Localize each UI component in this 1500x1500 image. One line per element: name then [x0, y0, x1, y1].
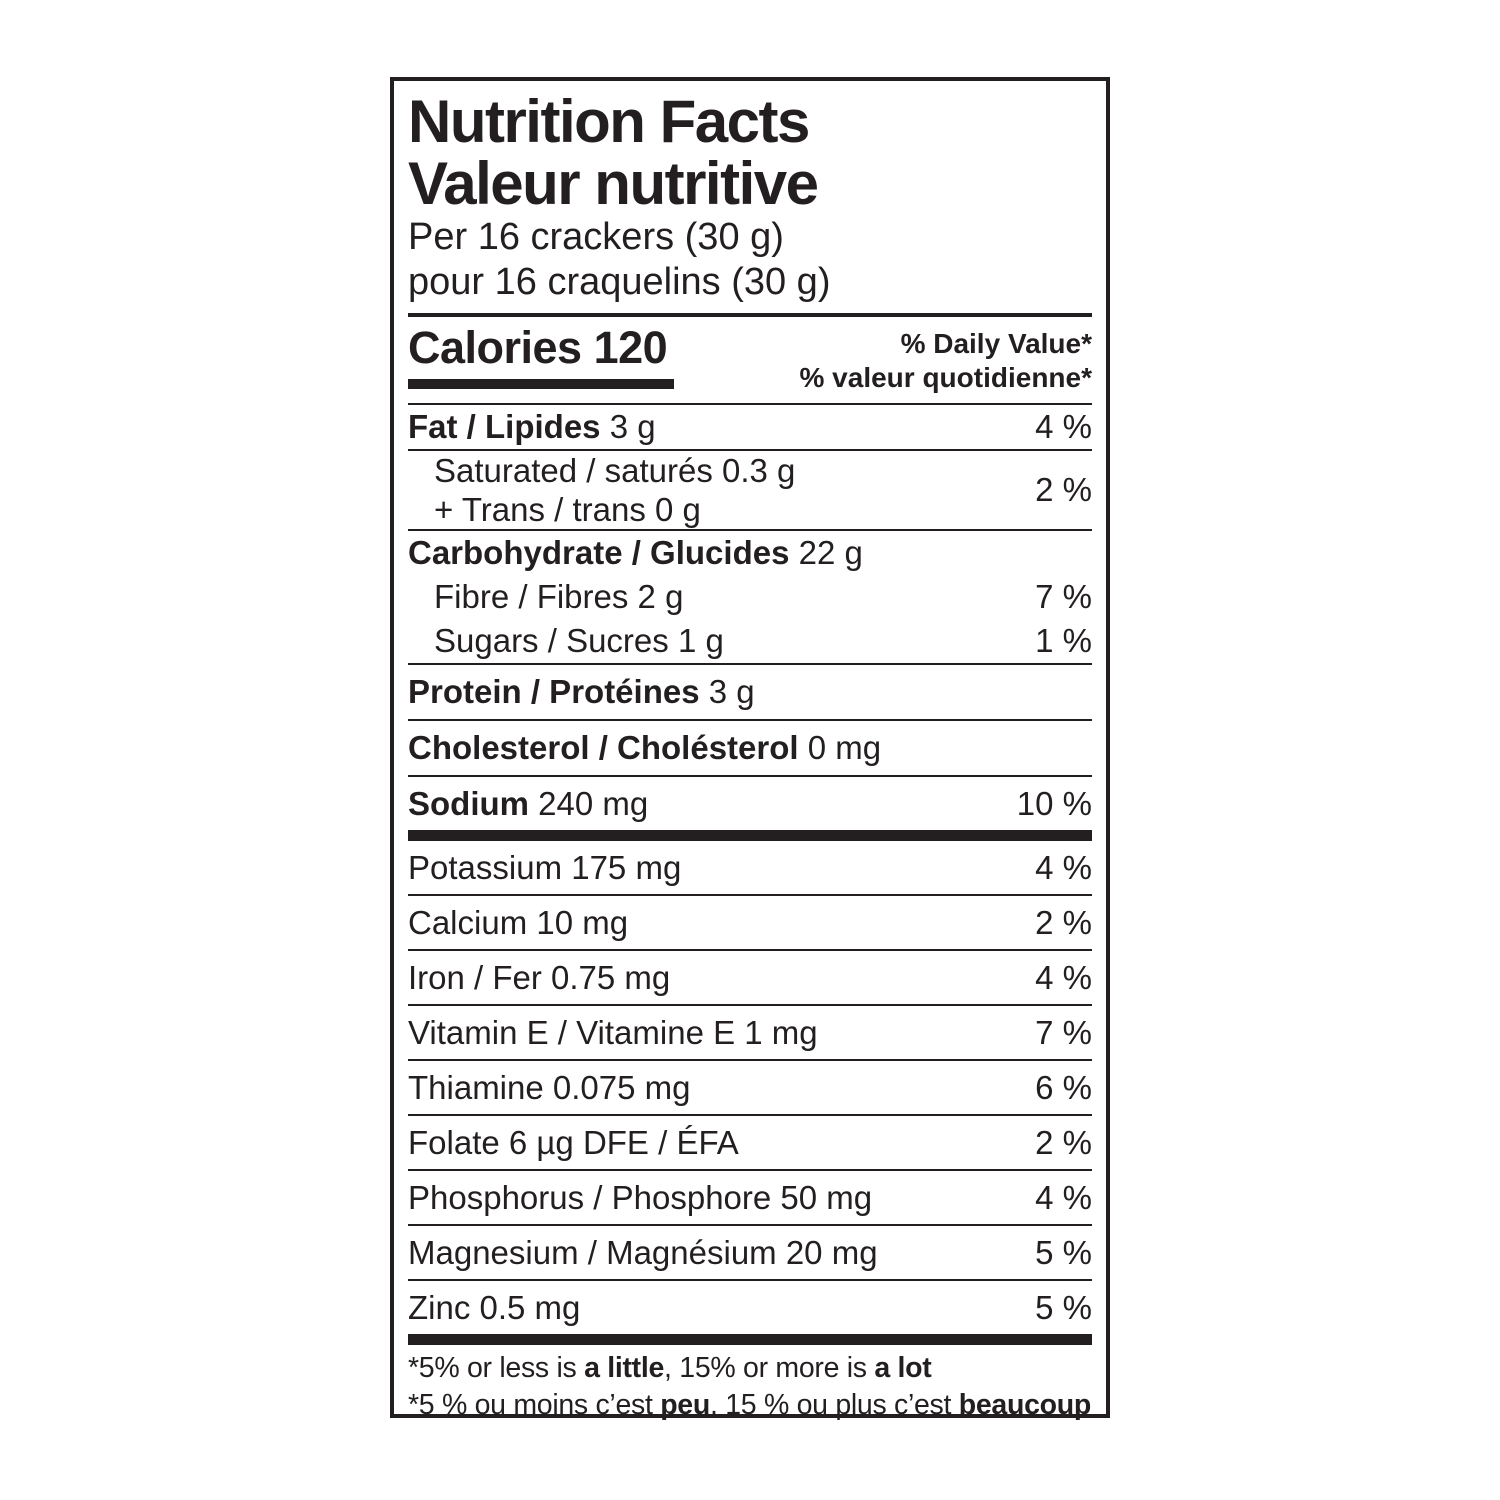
thick-separator-bar [408, 1334, 1092, 1345]
sugars-label: Sugars / Sucres 1 g [434, 622, 724, 659]
phosphorus-label: Phosphorus / Phosphore 50 mg [408, 1178, 873, 1216]
row-thiamine [408, 1061, 1092, 1114]
row-fat [408, 405, 1092, 449]
label-title-french: Valeur nutritive [408, 150, 818, 217]
saturated-fat-line: Saturated / saturés 0.3 g [434, 452, 796, 489]
calories-value: 120 [593, 322, 668, 373]
row-carbohydrate [408, 531, 1092, 575]
sodium-daily-value: 10 % [1016, 784, 1092, 822]
thiamine-label: Thiamine 0.075 mg [408, 1068, 691, 1106]
saturated-trans-label [408, 451, 795, 529]
calories-line [408, 322, 674, 373]
carbohydrate-label: Carbohydrate / Glucides 22 g [408, 534, 863, 571]
thick-separator-bar [408, 830, 1092, 841]
serving-size-english: Per 16 crackers (30 g) [408, 216, 784, 258]
calcium-label: Calcium 10 mg [408, 903, 629, 941]
zinc-daily-value: 5 % [1035, 1288, 1092, 1326]
phosphorus-daily-value: 4 % [1035, 1178, 1092, 1216]
calcium-daily-value: 2 % [1035, 903, 1092, 941]
label-title-english: Nutrition Facts [408, 88, 809, 155]
row-protein [408, 665, 1092, 719]
folate-daily-value: 2 % [1035, 1123, 1092, 1161]
footnote-english: *5% or less is a little, 15% or more is a lot [408, 1352, 932, 1384]
nutrition-facts-label [390, 77, 1110, 1421]
zinc-label: Zinc 0.5 mg [408, 1288, 581, 1326]
protein-label: Protein / Protéines 3 g [408, 673, 755, 710]
iron-label: Iron / Fer 0.75 mg [408, 958, 671, 996]
row-zinc [408, 1281, 1092, 1334]
potassium-label: Potassium 175 mg [408, 848, 682, 886]
trans-fat-line: + Trans / trans 0 g [434, 491, 701, 528]
row-sodium [408, 777, 1092, 830]
calories-section [408, 322, 674, 389]
row-folate [408, 1116, 1092, 1169]
fibre-daily-value: 7 % [1035, 578, 1092, 615]
vitamin-e-label: Vitamin E / Vitamine E 1 mg [408, 1013, 818, 1051]
sugars-daily-value: 1 % [1035, 622, 1092, 659]
footnotes [408, 1345, 1092, 1424]
fat-label: Fat / Lipides 3 g [408, 408, 656, 445]
iron-daily-value: 4 % [1035, 958, 1092, 996]
magnesium-label: Magnesium / Magnésium 20 mg [408, 1233, 878, 1271]
row-calcium [408, 896, 1092, 949]
daily-value-header [800, 325, 1093, 395]
vitamin-e-daily-value: 7 % [1035, 1013, 1092, 1051]
row-iron [408, 951, 1092, 1004]
magnesium-daily-value: 5 % [1035, 1233, 1092, 1271]
row-saturated-trans [408, 451, 1092, 529]
daily-value-header-english: % Daily Value* [900, 328, 1092, 359]
potassium-daily-value: 4 % [1035, 848, 1092, 886]
cholesterol-label: Cholesterol / Cholésterol 0 mg [408, 729, 882, 766]
calories-label: Calories [408, 322, 582, 373]
row-sugars [408, 619, 1092, 663]
row-fibre [408, 575, 1092, 619]
row-potassium [408, 841, 1092, 894]
folate-label: Folate 6 µg DFE / ÉFA [408, 1123, 739, 1161]
daily-value-header-french: % valeur quotidienne* [799, 362, 1092, 393]
saturated-trans-daily-value: 2 % [1035, 471, 1092, 508]
thiamine-daily-value: 6 % [1035, 1068, 1092, 1106]
footnote-french: *5 % ou moins c’est peu, 15 % ou plus c’est beaucoup [408, 1389, 1091, 1421]
calories-underline-bar [408, 379, 674, 389]
calories-daily-value-block [408, 317, 1092, 403]
row-phosphorus [408, 1171, 1092, 1224]
row-magnesium [408, 1226, 1092, 1279]
sodium-label: Sodium 240 mg [408, 784, 649, 822]
fibre-label: Fibre / Fibres 2 g [434, 578, 684, 615]
row-cholesterol [408, 721, 1092, 775]
fat-daily-value: 4 % [1035, 408, 1092, 445]
row-vitamin-e [408, 1006, 1092, 1059]
serving-size-french: pour 16 craquelins (30 g) [408, 261, 831, 303]
